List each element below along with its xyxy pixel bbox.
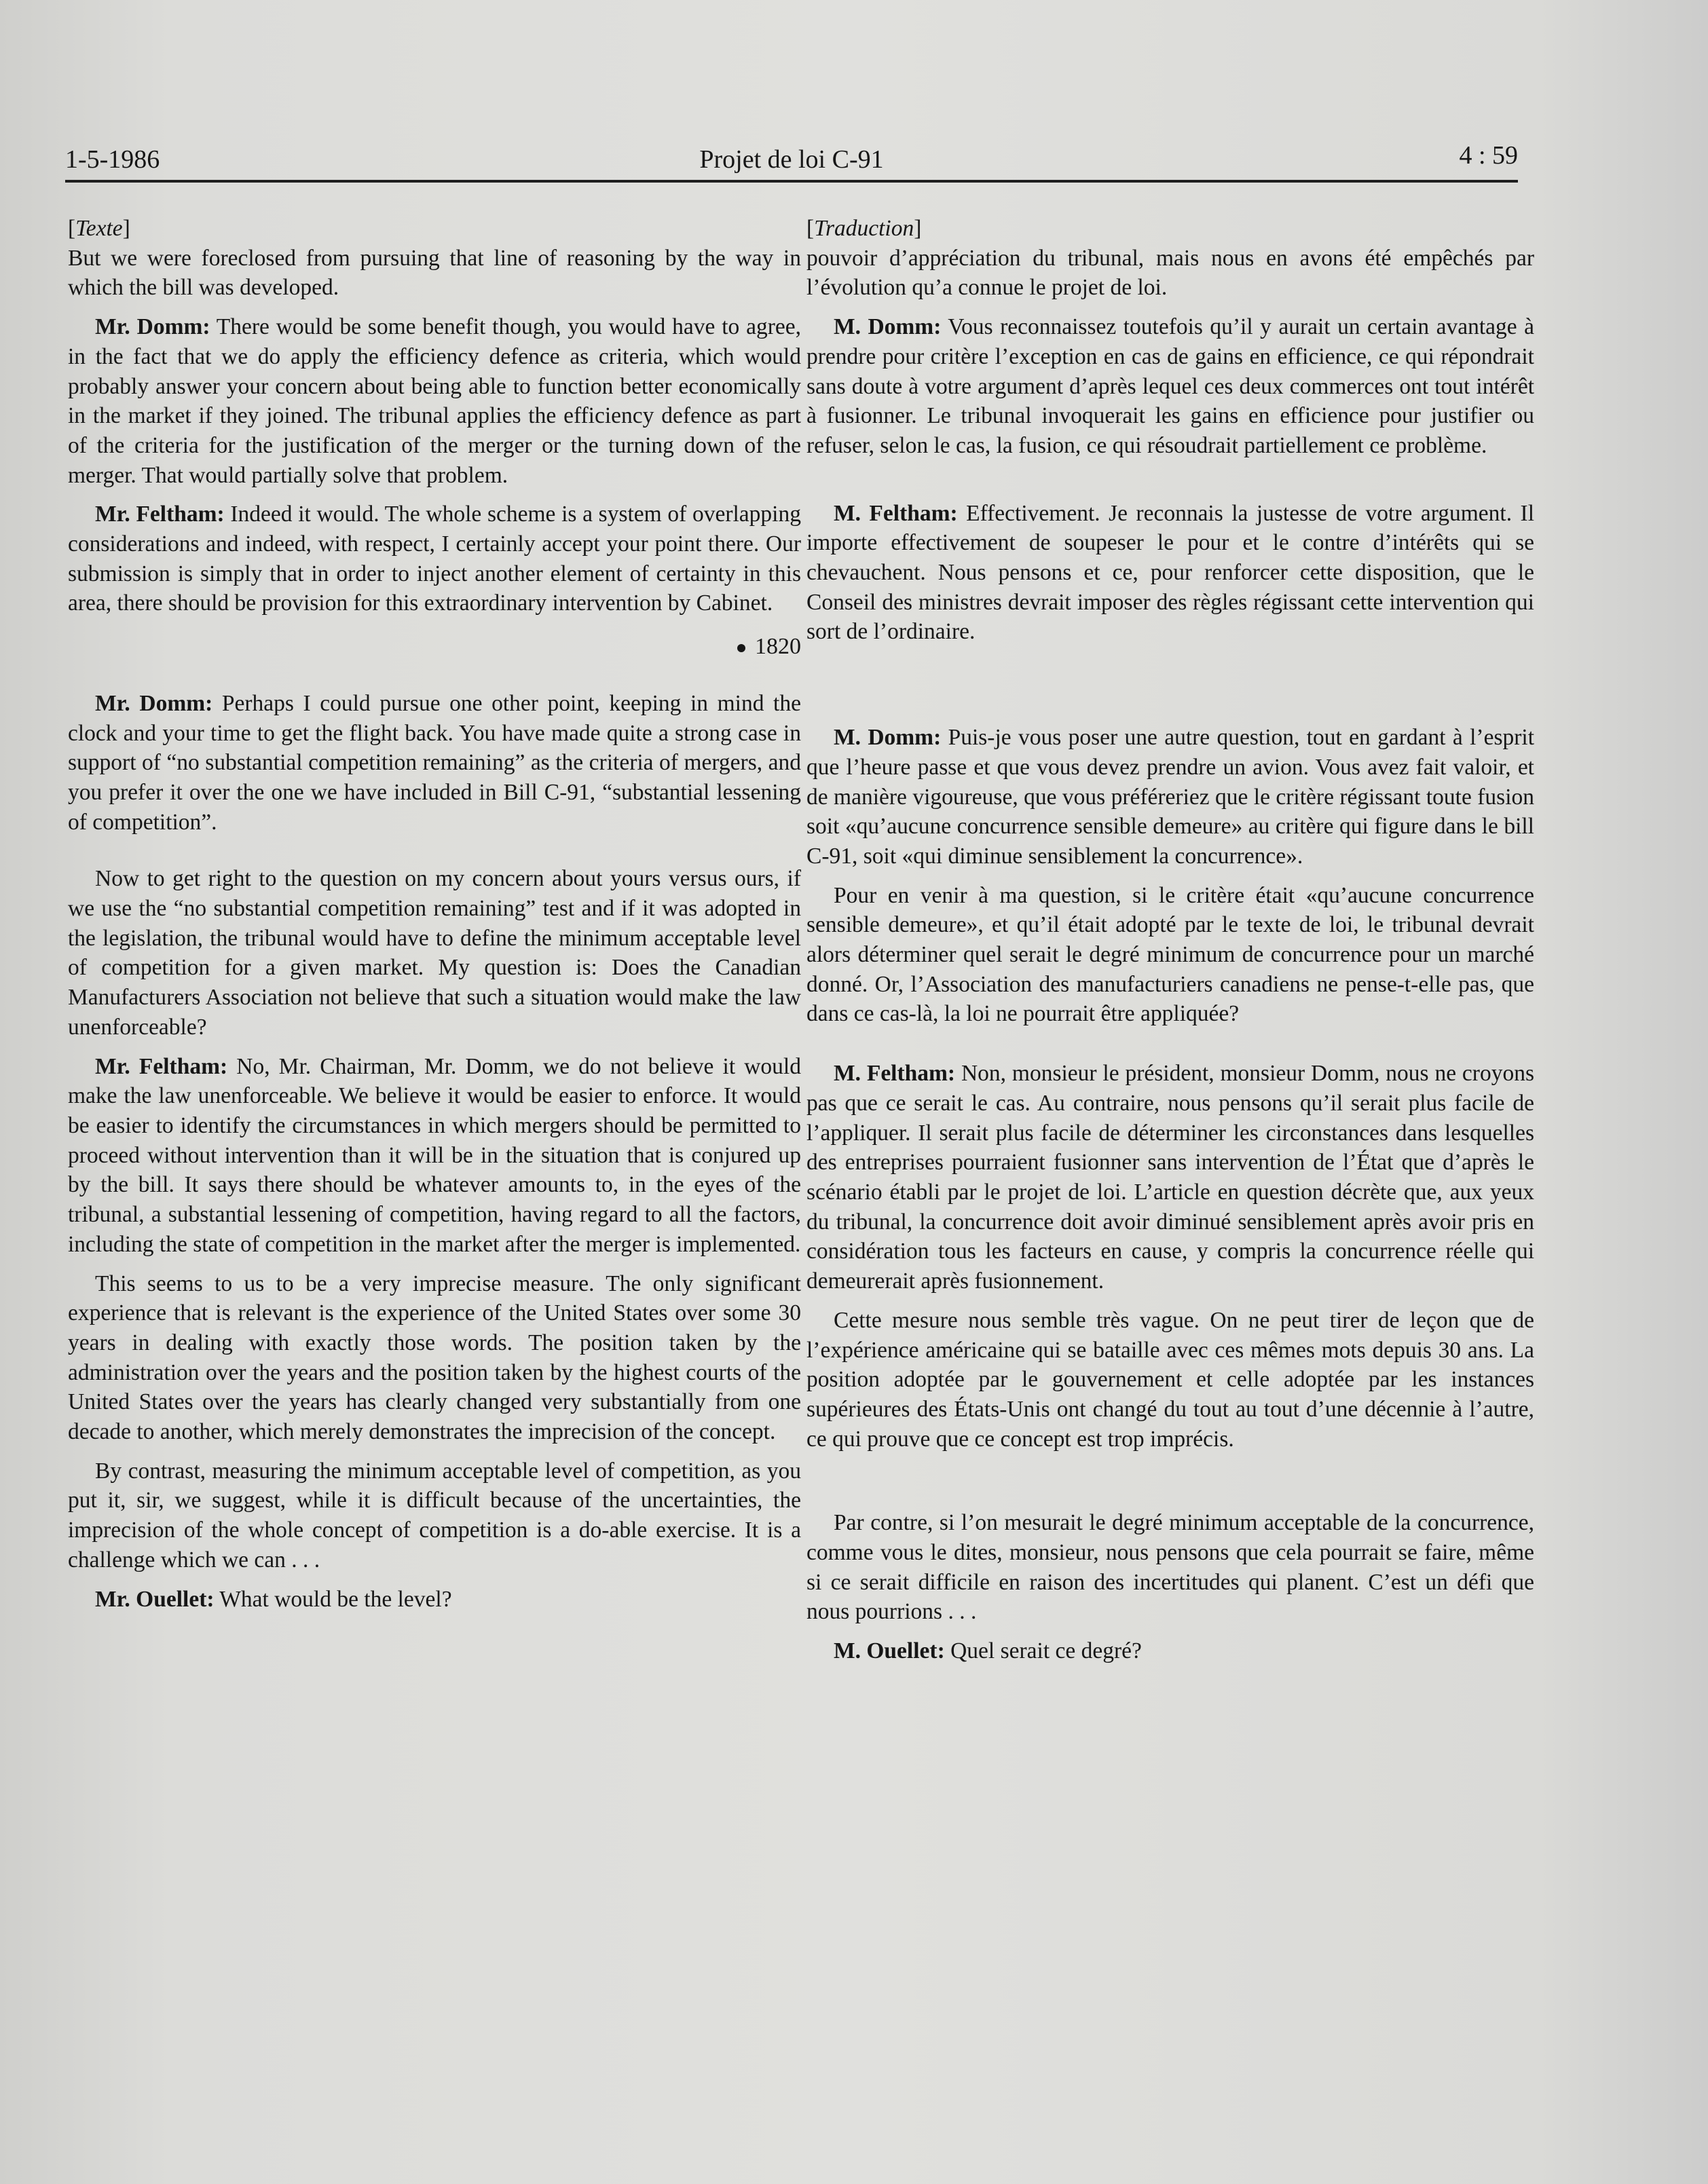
paragraph: But we were foreclosed from pursuing that line of reasoning by the way in which the bill was developed. <box>68 245 801 301</box>
speech-text: Perhaps I could pursue one other point, keeping in mind the clock and your time to get the flight back. You have made quite a strong case in support of “no substantial competition remaining” as the criteria of mergers, and you prefer it over the one we have included in Bill C-91, “substantial lessening of competition”. <box>68 690 801 835</box>
paragraph: Par contre, si l’on mesurait le degré minimum acceptable de la concurrence, comme vous le dites, monsieur, nous pensons que cela pourrait se faire, même si ce serait difficile en raison des incertitudes qui planent. C’est un défi que nous pourrions . . . <box>806 1510 1534 1625</box>
paragraph: Now to get right to the question on my concern about yours versus ours, if we use the “no substantial competition remaining” test and if it was adopted in the legislation, the tribunal would have to define the minimum acceptable level of competition for a given market. My question is: Does the Canadian Manufacturers Association not believe that such a situation would make the law unenforceable? <box>68 866 801 1040</box>
speech-text: What would be the level? <box>214 1586 452 1612</box>
speaker-name: M. Feltham: <box>834 1061 956 1087</box>
header-page-number: 4 : 59 <box>1459 141 1518 170</box>
speech-text: Indeed it would. The whole scheme is a system of overlapping considerations and indeed, with respect, I certainly accept your point there. Our submission is simply that in order to inject another element of certainty in this area, there should be provision for this extraordinary intervention by Cabinet. <box>68 502 801 616</box>
french-column <box>806 214 1534 1676</box>
speaker-paragraph <box>68 312 801 490</box>
paragraph: Pour en venir à ma question, si le critère était «qu’aucune concurrence sensible demeure», et qu’il était adopté par le texte de loi, le tribunal devrait alors déterminer quel serait le degré minimum de concurrence pour un marché donné. Or, l’Association des manufacturiers canadiens ne pense-t-elle pas, que dans ce cas-là, la loi ne pourrait être appliquée? <box>806 882 1534 1027</box>
speaker-paragraph <box>68 1585 801 1615</box>
speech-text: Effectivement. Je reconnais la justesse de votre argument. Il importe effectivement de soupeser le pour et le contre d’intérêts qui se chevauchent. Nous pensons et ce, pour renforcer cette disposition, que le Conseil des ministres devrait imposer des règles régissant cette intervention qui sort de l’ordinaire. <box>806 500 1535 645</box>
bullet-icon <box>737 644 745 652</box>
speaker-paragraph <box>806 1636 1534 1666</box>
language-tag: [ Traduction ] <box>806 214 1534 244</box>
speaker-paragraph <box>68 689 801 837</box>
paragraph: Cette mesure nous semble très vague. On ne peut tirer de leçon que de l’expérience américaine qui se bataille avec ces mêmes mots depuis 30 ans. La position adoptée par le gouvernement et celle adoptée par les instances supérieures des États-Unis ont changé du tout au tout d’une décennie à l’autre, ce qui prouve que ce concept est trop imprécis. <box>806 1307 1534 1452</box>
time-marker <box>68 632 801 662</box>
speech-text: No, Mr. Chairman, Mr. Domm, we do not believe it would make the law unenforceable. We believe it would be easier to enforce. It would be easier to identify the circumstances in which mergers should be permitted to proceed without intervention than it will be in the situation that is conjured up by the bill. It says there should be whatever amounts to, in the eyes of the tribunal, a substantial lessening of competition, having regard to all the factors, including the state of competition in the market after the merger is implemented. <box>68 1053 801 1257</box>
speaker-name: M. Ouellet: <box>834 1638 945 1664</box>
speaker-paragraph <box>806 1059 1534 1296</box>
speaker-name: M. Feltham: <box>834 500 958 526</box>
speaker-paragraph <box>806 723 1534 871</box>
speaker-name: M. Domm: <box>834 725 942 751</box>
speaker-name: M. Domm: <box>834 314 942 340</box>
speaker-paragraph <box>68 1052 801 1260</box>
page-header <box>65 139 1518 183</box>
speaker-name: Mr. Domm: <box>95 690 213 716</box>
language-tag: [ Texte ] <box>68 214 801 244</box>
paragraph: This seems to us to be a very imprecise measure. The only significant experience that is relevant is the experience of the United States over some 30 years in dealing with exactly those words. The position taken by the administration over the years and the position taken by the highest courts of the United States over the years has clearly changed very substantially from one decade to another, which merely demonstrates the imprecision of the concept. <box>68 1270 801 1445</box>
english-column <box>68 214 801 1623</box>
speaker-paragraph <box>68 500 801 618</box>
speaker-name: Mr. Feltham: <box>95 1053 228 1079</box>
header-title: Projet de loi C-91 <box>699 145 884 174</box>
paragraph: pouvoir d’appréciation du tribunal, mais nous en avons été empêchés par l’évolution qu’a connue le projet de loi. <box>806 245 1534 301</box>
speaker-name: Mr. Feltham: <box>95 502 225 527</box>
speech-text: Quel serait ce degré? <box>944 1638 1142 1664</box>
speaker-paragraph <box>806 499 1534 647</box>
time-marker-text: 1820 <box>755 634 801 660</box>
speaker-name: Mr. Ouellet: <box>95 1586 215 1612</box>
speech-text: Non, monsieur le président, monsieur Domm, nous ne croyons pas que ce serait le cas. Au contraire, nous pensons qu’il serait plus facile de l’appliquer. Il serait plus facile de déterminer les circonstances dans lesquelles des entreprises pourraient fusionner sans intervention de l’État que d’après le scénario établi par le projet de loi. L’article en question décrète que, aux yeux du tribunal, la concurrence doit avoir diminué sensiblement après avoir pris en considération tous les facteurs en cause, y compris la concurrence réelle qui demeurerait après fusionnement. <box>806 1061 1534 1294</box>
speech-text: There would be some benefit though, you would have to agree, in the fact that we do apply the efficiency defence as criteria, which would probably answer your concern about being able to function better economically in the market if they joined. The tribunal applies the efficiency defence as part of the criteria for the justification of the merger or the turning down of the merger. That would partially solve that problem. <box>68 314 801 488</box>
speech-text: Puis-je vous poser une autre question, tout en gardant à l’esprit que l’heure passe et que vous devez prendre un avion. Vous avez fait valoir, et de manière vigoureuse, que vous préféreriez que le critère régissant toute fusion soit «qu’aucune concurrence sensible demeure» au critère qui figure dans le bill C-91, soit «qui diminue sensiblement la concurrence». <box>806 725 1534 869</box>
speaker-paragraph <box>806 312 1534 461</box>
speaker-name: Mr. Domm: <box>95 314 210 340</box>
speech-text: Vous reconnaissez toutefois qu’il y aurait un certain avantage à prendre pour critère l’exception en cas de gains en efficience, ce qui répondrait sans doute à votre argument d’après lequel ces deux commerces ont tout intérêt à fusionner. Le tribunal invoquerait les gains en efficience pour justifier ou refuser, selon le cas, la fusion, ce qui résoudrait partiellement ce problème. <box>806 314 1534 458</box>
header-date: 1-5-1986 <box>65 145 160 174</box>
paragraph: By contrast, measuring the minimum acceptable level of competition, as you put it, sir, we suggest, while it is difficult because of the uncertainties, the imprecision of the whole concept of competition is a do-able exercise. It is a challenge which we can . . . <box>68 1458 801 1573</box>
